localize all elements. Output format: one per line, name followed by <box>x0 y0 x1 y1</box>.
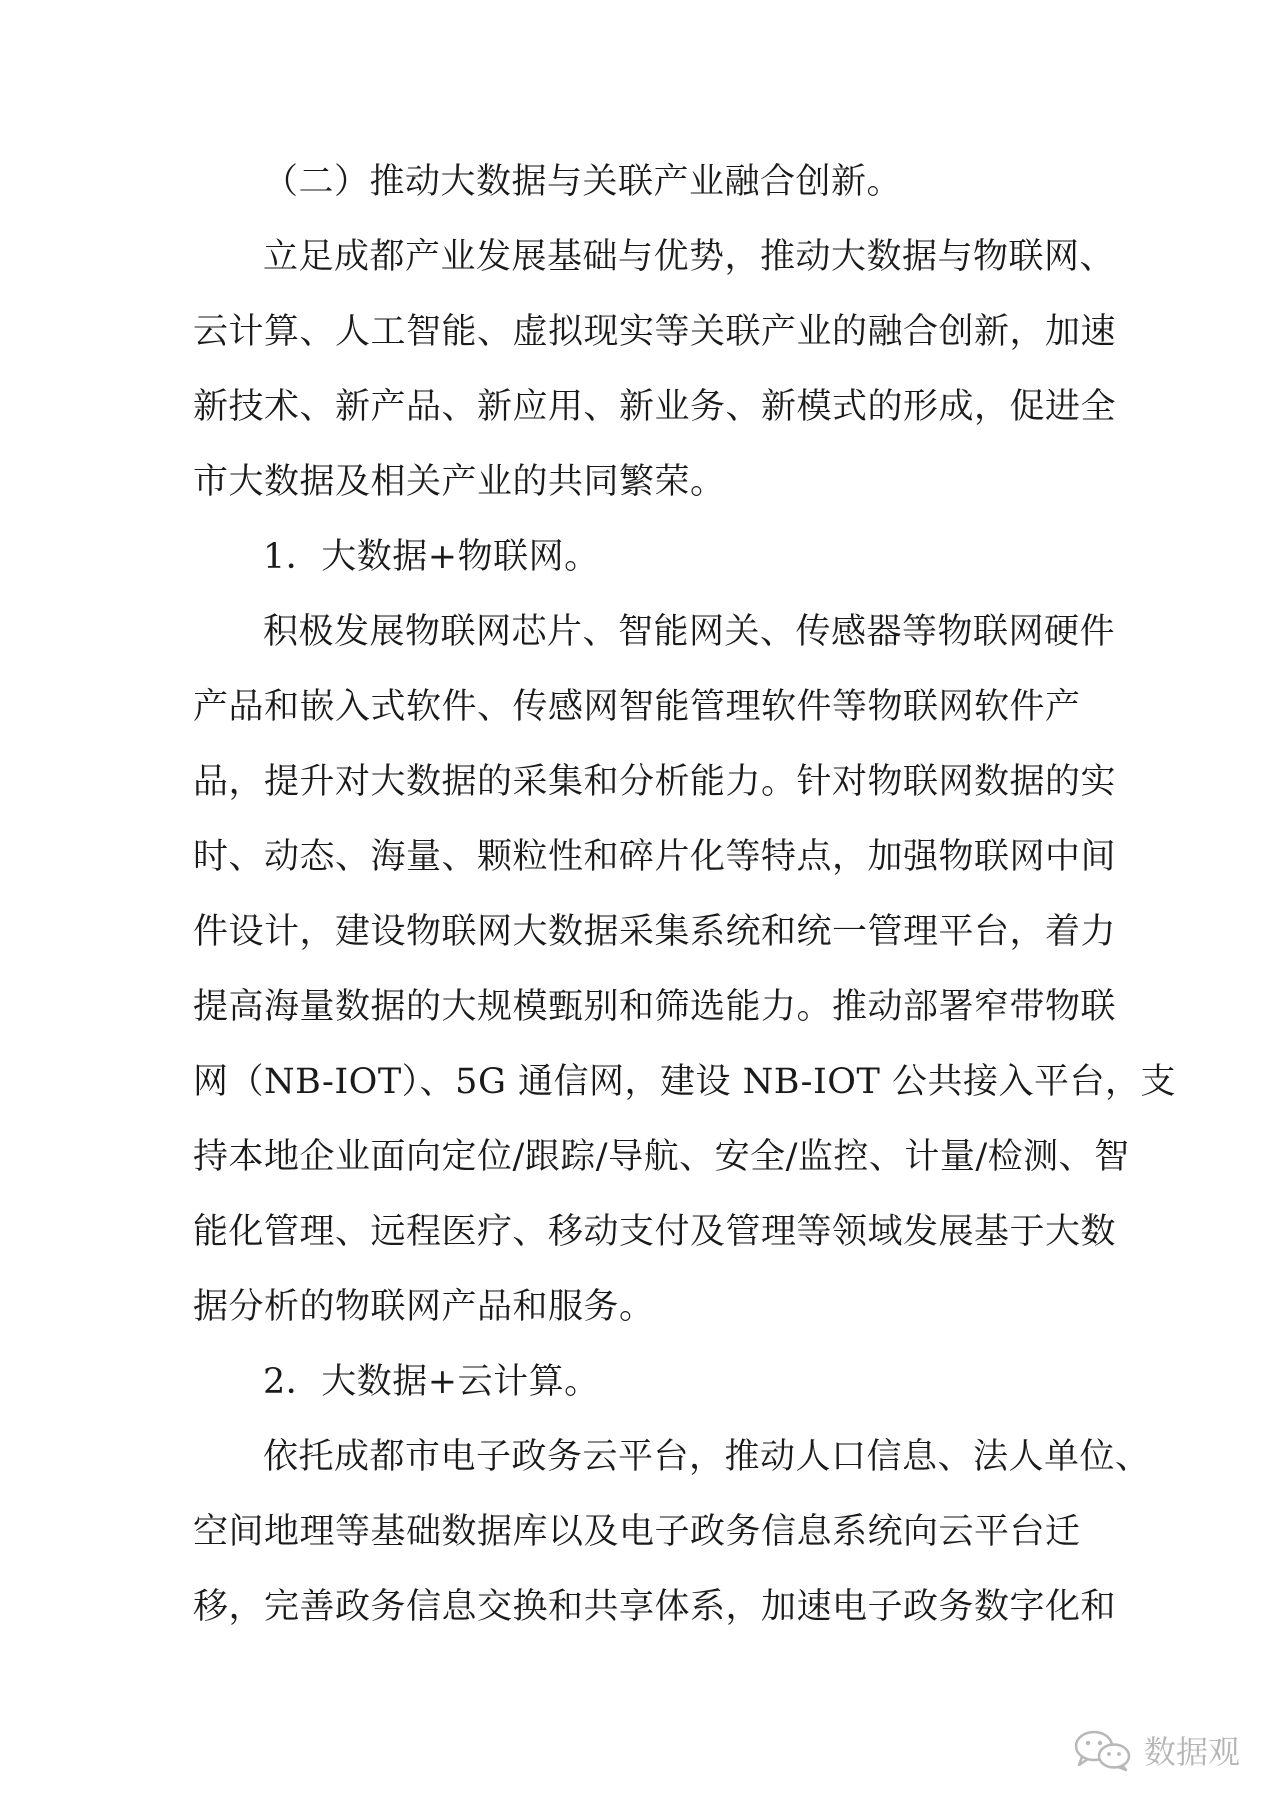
paragraph-line: 时、动态、海量、颗粒性和碎片化等特点，加强物联网中间 <box>193 837 1117 877</box>
watermark-text: 数据观 <box>1143 1733 1240 1771</box>
paragraph-line: 据分析的物联网产品和服务。 <box>193 1287 655 1327</box>
subsection-heading: 1．大数据+物联网。 <box>263 537 600 577</box>
paragraph-line: 品，提升对大数据的采集和分析能力。针对物联网数据的实 <box>193 762 1117 802</box>
paragraph-line: 移，完善政务信息交换和共享体系，加速电子政务数字化和 <box>193 1587 1117 1627</box>
paragraph-line: 依托成都市电子政务云平台，推动人口信息、法人单位、 <box>263 1437 1151 1477</box>
paragraph-line: 新技术、新产品、新应用、新业务、新模式的形成，促进全 <box>193 387 1117 427</box>
paragraph-line: 持本地企业面向定位/跟踪/导航、安全/监控、计量/检测、智 <box>193 1137 1130 1177</box>
paragraph-line: 能化管理、远程医疗、移动支付及管理等领域发展基于大数 <box>193 1212 1117 1252</box>
section-heading: （二）推动大数据与关联产业融合创新。 <box>263 162 903 202</box>
paragraph-line: 云计算、人工智能、虚拟现实等关联产业的融合创新，加速 <box>193 312 1117 352</box>
subsection-heading: 2．大数据+云计算。 <box>263 1362 600 1402</box>
paragraph-line: 提高海量数据的大规模甄别和筛选能力。推动部署窄带物联 <box>193 987 1117 1027</box>
paragraph-line: 积极发展物联网芯片、智能网关、传感器等物联网硬件 <box>263 612 1116 652</box>
paragraph-line: 立足成都产业发展基础与优势，推动大数据与物联网、 <box>263 237 1116 277</box>
wechat-icon <box>1072 1728 1134 1772</box>
paragraph-line: 市大数据及相关产业的共同繁荣。 <box>193 462 726 502</box>
watermark <box>1072 1727 1240 1773</box>
paragraph-line: 网（NB-IOT）、5G 通信网，建设 NB-IOT 公共接入平台，支 <box>193 1062 1176 1102</box>
paragraph-line: 件设计，建设物联网大数据采集系统和统一管理平台，着力 <box>193 912 1117 952</box>
paragraph-line: 产品和嵌入式软件、传感网智能管理软件等物联网软件产 <box>193 687 1081 727</box>
document-body <box>193 145 1176 1645</box>
paragraph-line: 空间地理等基础数据库以及电子政务信息系统向云平台迁 <box>193 1512 1081 1552</box>
